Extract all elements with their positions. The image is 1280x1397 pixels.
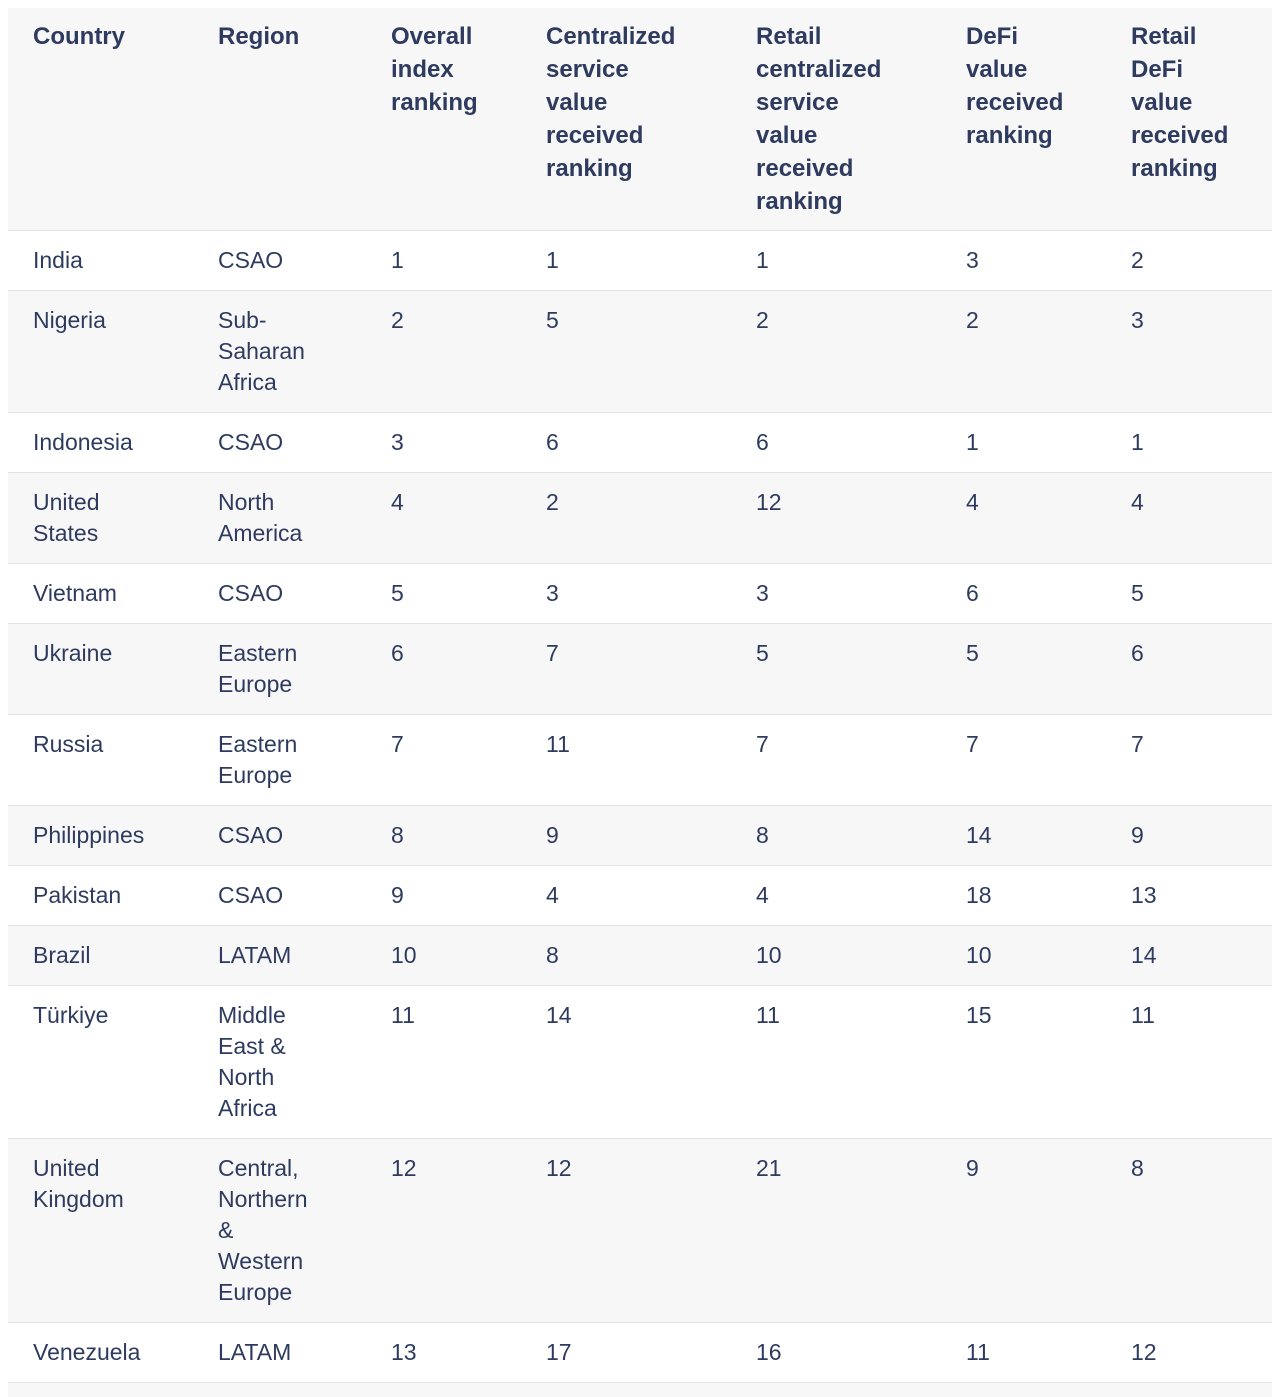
cell-centralized-ranking: 1 (521, 231, 731, 291)
cell-retail-centralized-ranking: 10 (731, 926, 941, 986)
table-row-united-kingdom (8, 1139, 1272, 1323)
cell-overall-ranking: 4 (366, 473, 521, 564)
cell-retail-defi-ranking: 7 (1106, 715, 1272, 806)
cell-defi-ranking: 11 (941, 1323, 1106, 1383)
cell-centralized-ranking: 14 (521, 986, 731, 1139)
cell-defi-ranking: 15 (941, 986, 1106, 1139)
cell-region: Eastern Europe (193, 624, 366, 715)
table-body (8, 231, 1272, 1383)
cell-centralized-ranking: 5 (521, 291, 731, 413)
cell-country: India (8, 231, 193, 291)
cell-defi-ranking: 6 (941, 564, 1106, 624)
cell-defi-ranking: 4 (941, 473, 1106, 564)
cell-retail-centralized-ranking: 8 (731, 806, 941, 866)
cell-country: United States (8, 473, 193, 564)
cell-country: United Kingdom (8, 1139, 193, 1323)
cell-country: Russia (8, 715, 193, 806)
cell-region: LATAM (193, 1323, 366, 1383)
cell-country: Indonesia (8, 413, 193, 473)
cell-centralized-ranking: 6 (521, 413, 731, 473)
cell-overall-ranking: 8 (366, 806, 521, 866)
table-row-united-states (8, 473, 1272, 564)
cell-country: Brazil (8, 926, 193, 986)
cell-defi-ranking: 1 (941, 413, 1106, 473)
cell-region: CSAO (193, 564, 366, 624)
table-row-indonesia (8, 413, 1272, 473)
table-row-venezuela (8, 1323, 1272, 1383)
cell-centralized-ranking: 11 (521, 715, 731, 806)
cell-country: Pakistan (8, 866, 193, 926)
column-header-region: Region (193, 8, 366, 231)
cell-overall-ranking: 1 (366, 231, 521, 291)
table-row-vietnam (8, 564, 1272, 624)
cell-overall-ranking: 13 (366, 1323, 521, 1383)
cell-retail-centralized-ranking: 4 (731, 866, 941, 926)
cell-overall-ranking: 5 (366, 564, 521, 624)
cell-retail-centralized-ranking: 16 (731, 1323, 941, 1383)
cell-retail-defi-ranking: 8 (1106, 1139, 1272, 1323)
cell-defi-ranking: 14 (941, 806, 1106, 866)
cell-retail-defi-ranking: 11 (1106, 986, 1272, 1139)
cell-centralized-ranking: 7 (521, 624, 731, 715)
cell-defi-ranking: 7 (941, 715, 1106, 806)
cell-centralized-ranking: 2 (521, 473, 731, 564)
cell-region: CSAO (193, 866, 366, 926)
cell-retail-defi-ranking: 1 (1106, 413, 1272, 473)
cell-retail-centralized-ranking: 5 (731, 624, 941, 715)
cell-country: Nigeria (8, 291, 193, 413)
table-row-ukraine (8, 624, 1272, 715)
table-row-india (8, 231, 1272, 291)
cell-retail-defi-ranking: 12 (1106, 1323, 1272, 1383)
cell-retail-defi-ranking: 5 (1106, 564, 1272, 624)
cell-country: Ukraine (8, 624, 193, 715)
table-row-nigeria (8, 291, 1272, 413)
cell-centralized-ranking: 3 (521, 564, 731, 624)
column-header-retail-centralized-service-value-received-ranking: Retail centralized service value received ranking (731, 8, 941, 231)
cell-centralized-ranking: 9 (521, 806, 731, 866)
cell-country: Venezuela (8, 1323, 193, 1383)
cell-retail-defi-ranking: 9 (1106, 806, 1272, 866)
table-row-philippines (8, 806, 1272, 866)
cell-defi-ranking: 10 (941, 926, 1106, 986)
cell-country: Türkiye (8, 986, 193, 1139)
cell-region: Eastern Europe (193, 715, 366, 806)
cell-overall-ranking: 11 (366, 986, 521, 1139)
cell-region: North America (193, 473, 366, 564)
cell-retail-centralized-ranking: 1 (731, 231, 941, 291)
cell-overall-ranking: 3 (366, 413, 521, 473)
cell-centralized-ranking: 12 (521, 1139, 731, 1323)
cell-centralized-ranking: 4 (521, 866, 731, 926)
column-header-retail-defi-value-received-ranking: Retail DeFi value received ranking (1106, 8, 1272, 231)
cell-retail-centralized-ranking: 11 (731, 986, 941, 1139)
cell-retail-defi-ranking: 13 (1106, 866, 1272, 926)
column-header-country: Country (8, 8, 193, 231)
next-row-partial-strip (8, 1383, 1272, 1397)
cell-region: LATAM (193, 926, 366, 986)
column-header-centralized-service-value-received-ranking: Centralized service value received ranking (521, 8, 731, 231)
cell-region: CSAO (193, 806, 366, 866)
cell-overall-ranking: 2 (366, 291, 521, 413)
cell-defi-ranking: 9 (941, 1139, 1106, 1323)
cell-retail-centralized-ranking: 6 (731, 413, 941, 473)
table-row-turkiye (8, 986, 1272, 1139)
cell-defi-ranking: 2 (941, 291, 1106, 413)
cell-overall-ranking: 6 (366, 624, 521, 715)
cell-centralized-ranking: 8 (521, 926, 731, 986)
column-header-overall-index-ranking: Overall index ranking (366, 8, 521, 231)
table-row-pakistan (8, 866, 1272, 926)
column-header-defi-value-received-ranking: DeFi value received ranking (941, 8, 1106, 231)
table-row-russia (8, 715, 1272, 806)
cell-region: CSAO (193, 413, 366, 473)
cell-retail-defi-ranking: 3 (1106, 291, 1272, 413)
cell-defi-ranking: 5 (941, 624, 1106, 715)
cell-retail-defi-ranking: 14 (1106, 926, 1272, 986)
cell-overall-ranking: 12 (366, 1139, 521, 1323)
cell-retail-centralized-ranking: 12 (731, 473, 941, 564)
cell-retail-defi-ranking: 4 (1106, 473, 1272, 564)
cell-retail-defi-ranking: 2 (1106, 231, 1272, 291)
cell-retail-centralized-ranking: 21 (731, 1139, 941, 1323)
header-row (8, 8, 1272, 231)
crypto-adoption-ranking-table (8, 8, 1272, 1383)
crypto-adoption-ranking-table-wrap (8, 8, 1272, 1383)
cell-defi-ranking: 3 (941, 231, 1106, 291)
cell-defi-ranking: 18 (941, 866, 1106, 926)
cell-region: Sub-Saharan Africa (193, 291, 366, 413)
cell-region: Middle East & North Africa (193, 986, 366, 1139)
table-row-brazil (8, 926, 1272, 986)
cell-retail-centralized-ranking: 3 (731, 564, 941, 624)
table-header (8, 8, 1272, 231)
cell-retail-centralized-ranking: 2 (731, 291, 941, 413)
cell-country: Philippines (8, 806, 193, 866)
cell-region: CSAO (193, 231, 366, 291)
cell-overall-ranking: 7 (366, 715, 521, 806)
cell-retail-defi-ranking: 6 (1106, 624, 1272, 715)
cell-region: Central, Northern & Western Europe (193, 1139, 366, 1323)
cell-retail-centralized-ranking: 7 (731, 715, 941, 806)
cell-overall-ranking: 10 (366, 926, 521, 986)
cell-country: Vietnam (8, 564, 193, 624)
cell-overall-ranking: 9 (366, 866, 521, 926)
cell-centralized-ranking: 17 (521, 1323, 731, 1383)
